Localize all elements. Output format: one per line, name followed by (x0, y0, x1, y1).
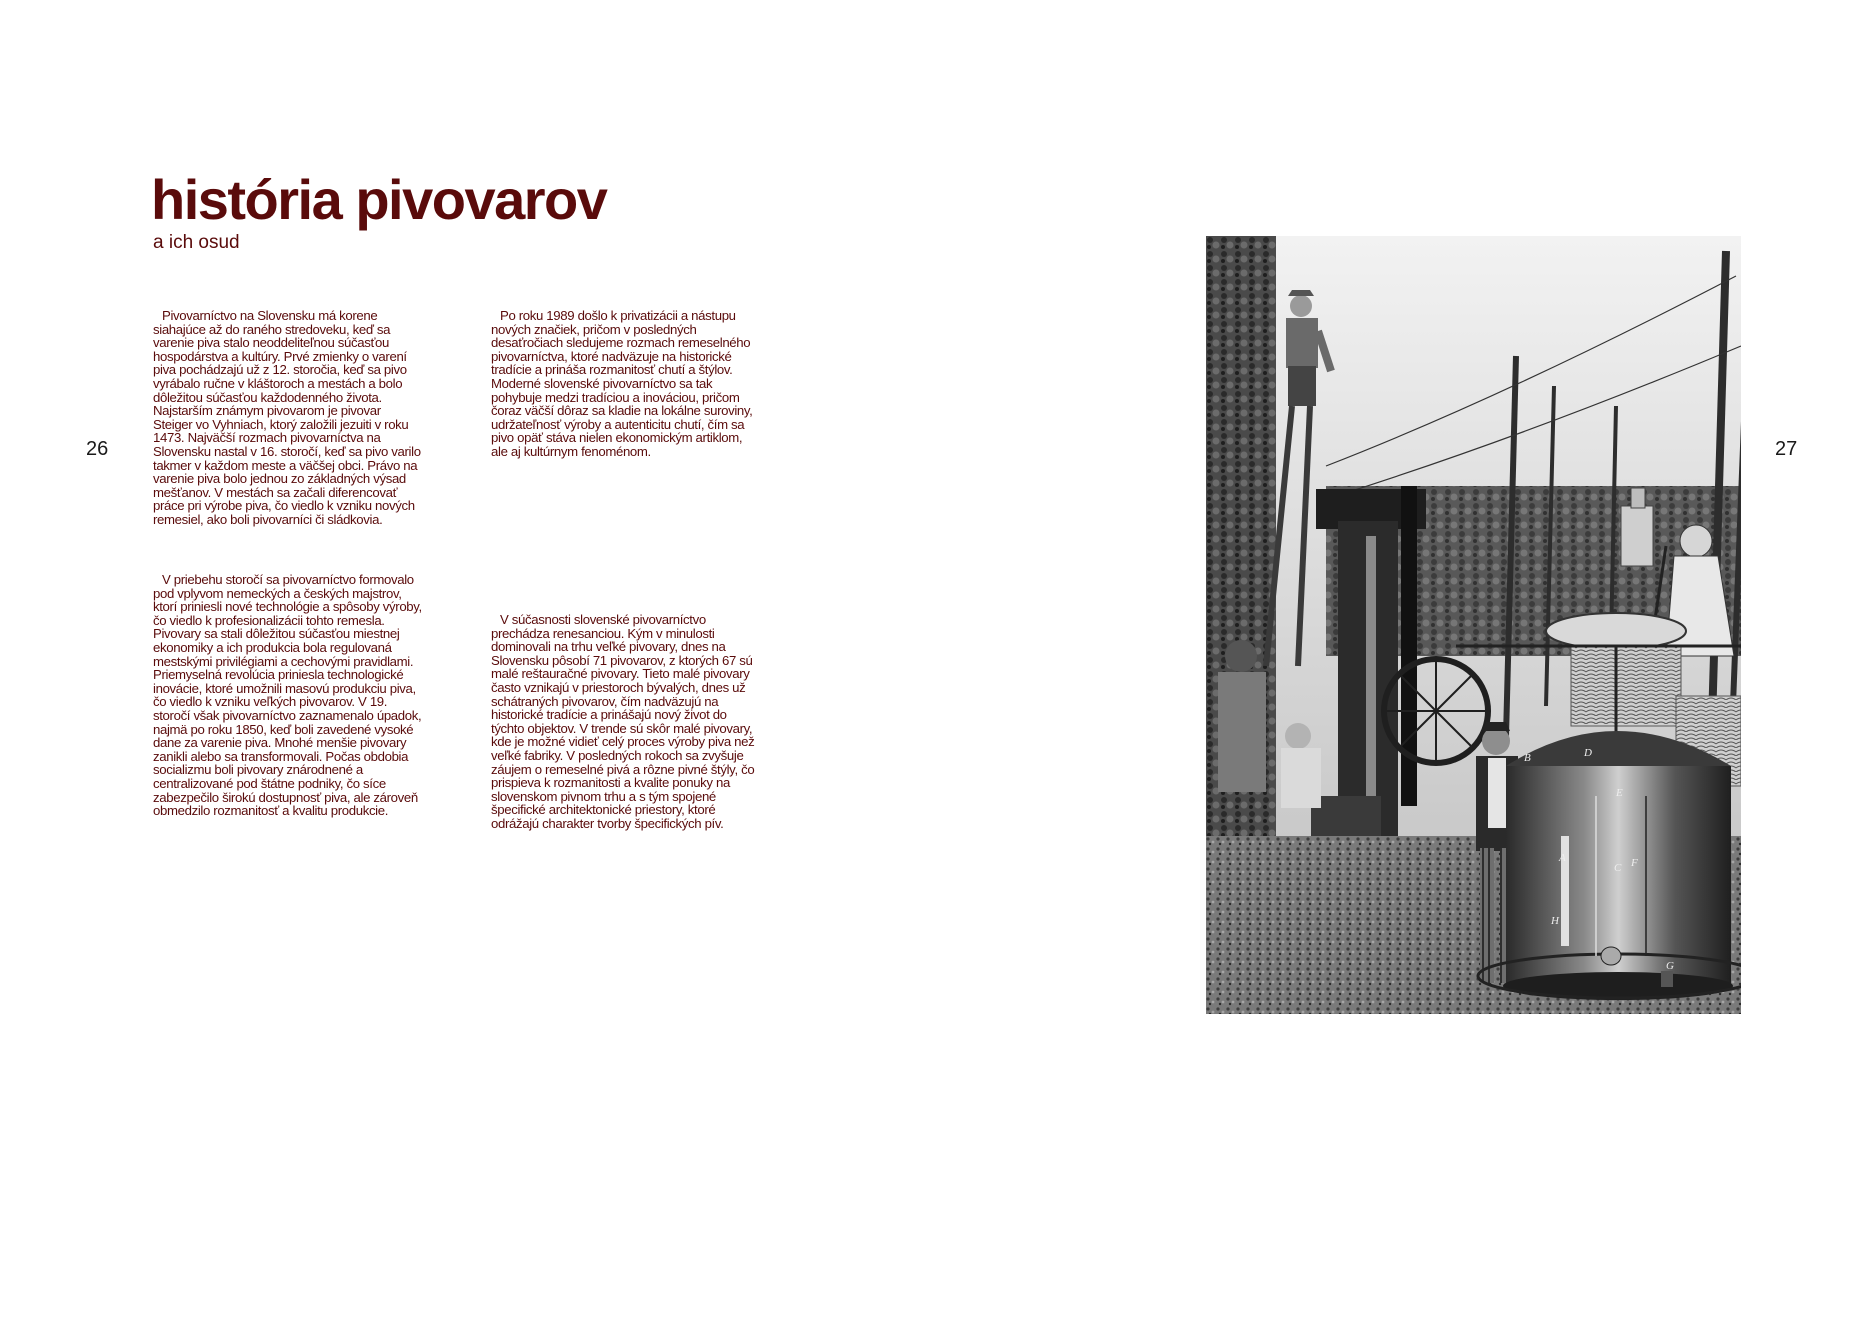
kettle-letter-b: B (1524, 752, 1531, 764)
kettle-letter-h: H (1551, 915, 1559, 927)
brewing-history-collage (1206, 236, 1741, 1014)
collage-illustration (1206, 236, 1741, 1014)
page-number-right: 27 (1775, 438, 1798, 460)
kettle-letter-a: A (1559, 852, 1566, 864)
page-title: história pivovarov (151, 168, 607, 231)
kettle-letter-c: C (1614, 862, 1622, 874)
kettle-letter-g: G (1666, 960, 1674, 972)
paragraph-present-day: V súčasnosti slovenské pivovarníctvo prechádza renesanciou. Kým v minulosti dominovali na trhu veľké pivovary, dnes na Slovensku pôsobí 71 pivovarov, z ktorých 67 sú malé reštauračné pivovary. Tieto malé pivovary často vznikajú v priestoroch bývalých, dnes už schátraných pivovarov, čím nadväzujú na historické tradície a prinášajú nový život do týchto objektov. V trende sú skôr malé pivovary, kde je možné vidieť celý proces výroby piva než veľké fabriky. V posledných rokoch sa zvyšuje záujem o remeselné pivá a rôzne pivné štýly, čo prispieva k rozmanitosti a kvalite ponuky na slovenskom pivnom trhu a s tým spojené špecifické architektonické priestory, ktoré odrážajú charakter tvorby špecifických pív. (491, 612, 755, 831)
page-subtitle: a ich osud (153, 232, 240, 253)
kettle-letter-d: D (1584, 747, 1592, 759)
paragraph-history-development: V priebehu storočí sa pivovarníctvo formovalo pod vplyvom nemeckých a českých majstrov, ktorí priniesli nové technológie a spôsoby výroby, čo viedlo k profesionalizácii tohto remesla. Pivovary sa stali dôležitou súčasťou miestnej ekonomiky a ich produkcia bola regulovaná mestskými privilégiami a cechovými pravidlami. Priemyselná revolúcia priniesla technologické inovácie, ktoré umožnili masovú produkciu piva, čo viedlo k vzniku veľkých pivovarov. V 19. storočí však pivovarníctvo zaznamenalo úpadok, najmä po roku 1850, keď boli zavedené vysoké dane za varenie piva. Mnohé menšie pivovary zanikli alebo sa transformovali. Počas obdobia socializmu boli pivovary znárodnené a centralizované pod štátne podniky, čo síce zabezpečilo širokú dostupnosť piva, ale zároveň obmedzilo rozmanitosť a kvalitu produkcie. (153, 572, 422, 819)
kettle-letter-f: F (1631, 857, 1638, 869)
paragraph-after-1989: Po roku 1989 došlo k privatizácii a nástupu nových značiek, pričom v posledných desaťročiach sledujeme rozmach remeselného pivovarníctva, ktoré nadväzuje na historické tradície a prináša rozmanitosť chutí a štýlov. Moderné slovenské pivovarníctvo sa tak pohybuje medzi tradíciou a inováciou, pričom čoraz väčší dôraz sa kladie na lokálne suroviny, udržateľnosť výroby a autenticitu chutí, čím sa pivo opäť stáva nielen ekonomickým artiklom, ale aj kultúrnym fenoménom. (491, 308, 753, 459)
kettle-letter-e: E (1616, 787, 1623, 799)
page-number-left: 26 (86, 438, 109, 460)
paragraph-history-origins: Pivovarníctvo na Slovensku má korene siahajúce až do raného stredoveku, keď sa varenie piva stalo neoddeliteľnou súčasťou hospodárstva a kultúry. Prvé zmienky o varení piva pochádzajú už z 12. storočia, keď sa pivo vyrábalo ručne v kláštoroch a mestách a bolo dôležitou súčasťou každodenného života. Najstarším známym pivovarom je pivovar Steiger vo Vyhniach, ktorý založili jezuiti v roku 1473. Najväčší rozmach pivovarníctva na Slovensku nastal v 16. storočí, keď sa pivo varilo takmer v každom meste a väčšej obci. Právo na varenie piva bolo jednou zo základných výsad mešťanov. V mestách sa začali diferencovať práce pri výrobe piva, čo viedlo k vzniku nových remesiel, ako boli pivovarníci či sládkovia. (153, 308, 421, 527)
